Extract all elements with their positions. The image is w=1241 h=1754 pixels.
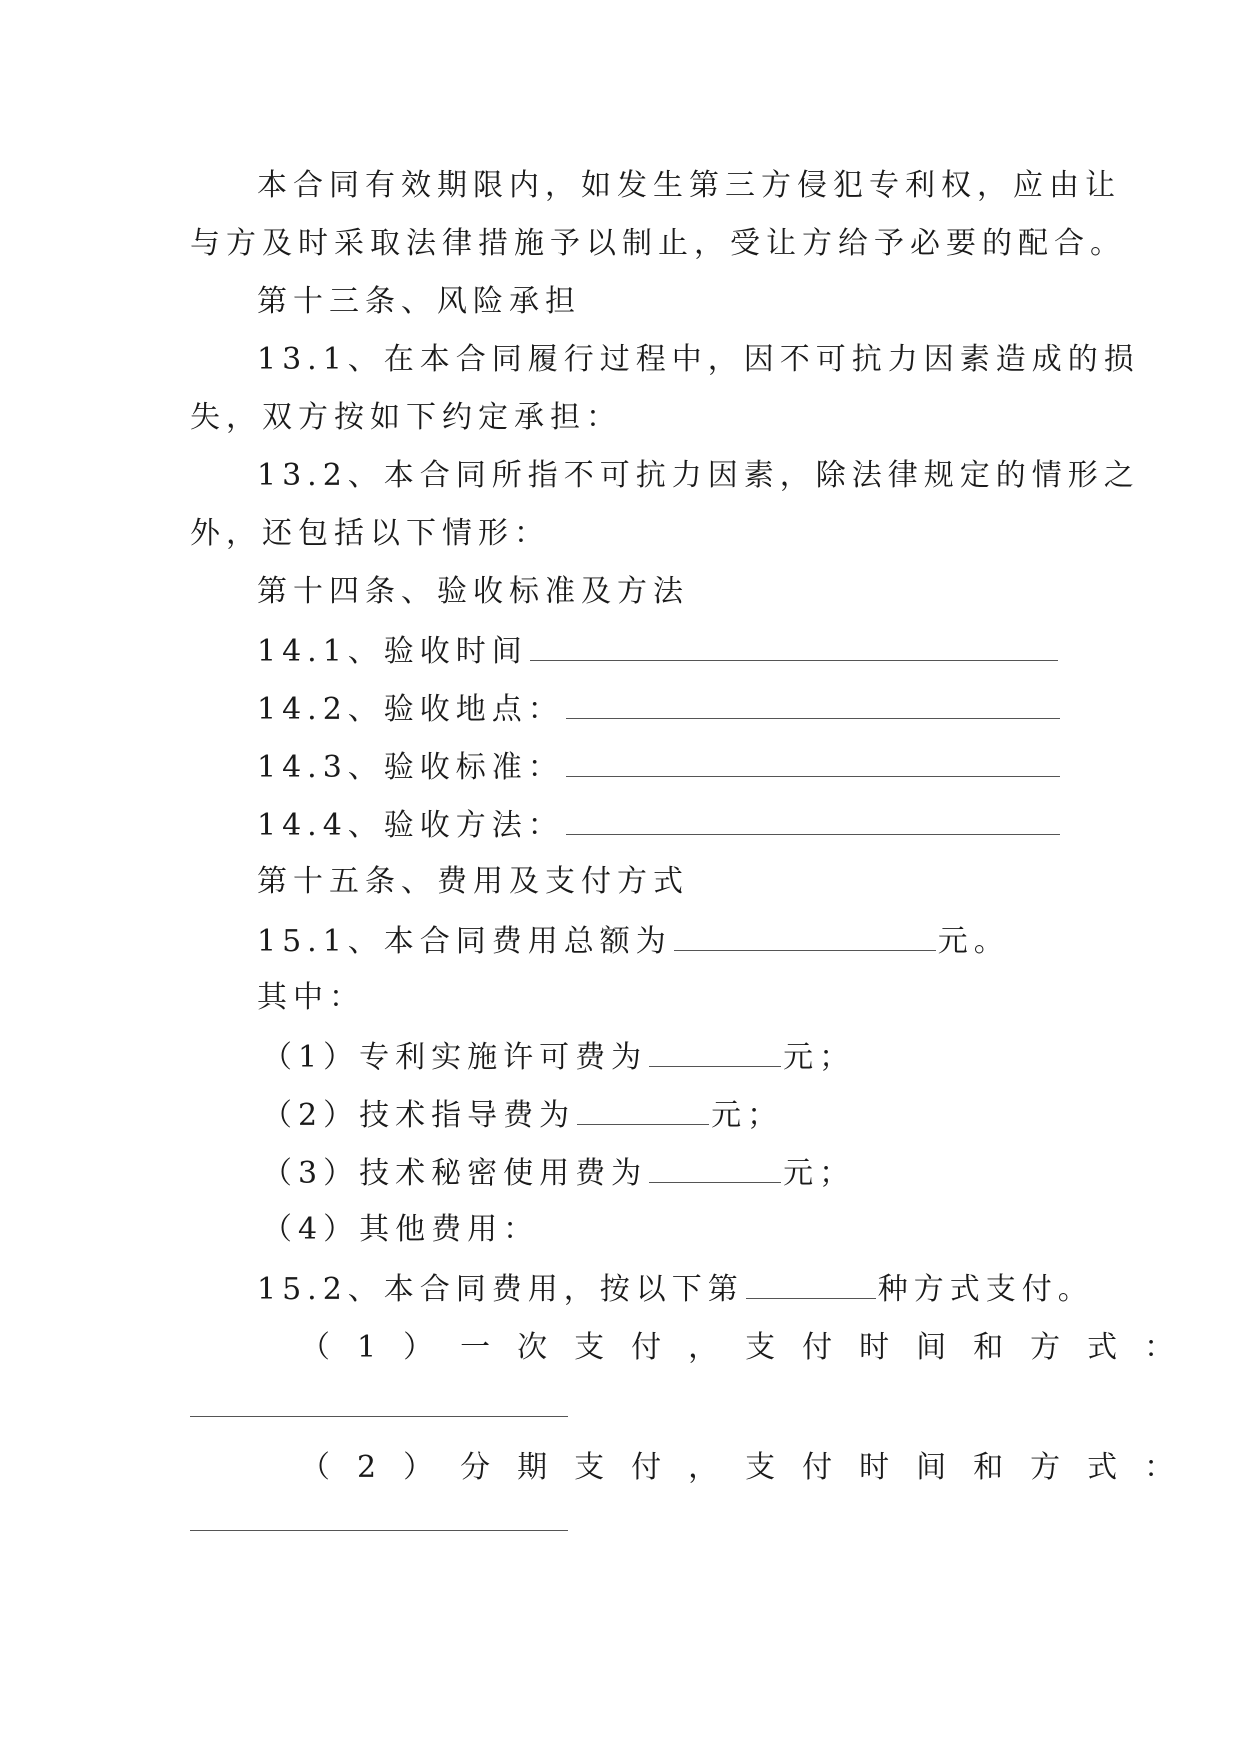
fill-blank	[190, 1416, 568, 1417]
fee-item-3-label: （3）技术秘密使用费为	[262, 1156, 648, 1191]
fee-item-3-unit: 元；	[783, 1156, 856, 1191]
clause-14-3	[257, 746, 1062, 788]
fee-item-1	[262, 1036, 855, 1078]
fill-blank	[674, 920, 936, 951]
clause-15-1-label: 15.1、本合同费用总额为	[257, 924, 672, 959]
clause-13-1-line1: 13.1、在本合同履行过程中，因不可抗力因素造成的损	[257, 342, 1140, 377]
fee-item-2-label: （2）技术指导费为	[262, 1098, 576, 1133]
fee-item-2	[262, 1094, 783, 1136]
clause-14-4-label: 14.4、验收方法：	[257, 808, 564, 843]
clause-14-1-label: 14.1、验收时间	[257, 634, 528, 669]
clause-13-1-line2: 失，双方按如下约定承担：	[190, 400, 622, 435]
clause-15-2	[257, 1268, 1094, 1310]
clause-15-1	[257, 920, 1010, 962]
clause-14-3-label: 14.3、验收标准：	[257, 750, 564, 785]
clause-14-4	[257, 804, 1062, 846]
fee-item-1-unit: 元；	[783, 1040, 856, 1075]
fee-item-1-label: （1）专利实施许可费为	[262, 1040, 648, 1075]
clause-15-1-unit: 元。	[937, 924, 1010, 959]
payment-option-1: （1）一次支付，支付时间和方式：	[300, 1330, 1202, 1365]
fee-item-3	[262, 1152, 855, 1194]
fill-blank	[746, 1268, 876, 1299]
payment-option-2: （2）分期支付，支付时间和方式：	[300, 1450, 1202, 1485]
clause-14-1	[257, 630, 1060, 672]
fill-blank	[566, 746, 1060, 777]
fill-blank	[566, 804, 1060, 835]
clause-13-2-line1: 13.2、本合同所指不可抗力因素，除法律规定的情形之	[257, 458, 1140, 493]
clause-15-2-label: 15.2、本合同费用，按以下第	[257, 1272, 744, 1307]
paragraph-line: 与方及时采取法律措施予以制止，受让方给予必要的配合。	[190, 226, 1126, 261]
fill-blank	[190, 1530, 568, 1531]
clause-14-2-label: 14.2、验收地点：	[257, 692, 564, 727]
fill-blank	[530, 630, 1058, 661]
clause-15-2-suffix: 种方式支付。	[877, 1272, 1094, 1307]
clause-14-2	[257, 688, 1062, 730]
paragraph-line: 本合同有效期限内，如发生第三方侵犯专利权，应由让	[257, 168, 1121, 203]
fill-blank	[649, 1152, 781, 1183]
fill-blank	[649, 1036, 781, 1067]
clause-13-2-line2: 外，还包括以下情形：	[190, 516, 550, 551]
article-13-title: 第十三条、风险承担	[257, 284, 581, 319]
fee-item-2-unit: 元；	[711, 1098, 784, 1133]
fill-blank	[566, 688, 1060, 719]
fee-item-4: （4）其他费用：	[262, 1212, 540, 1247]
among-label: 其中：	[257, 980, 365, 1015]
article-15-title: 第十五条、费用及支付方式	[257, 864, 689, 899]
article-14-title: 第十四条、验收标准及方法	[257, 574, 689, 609]
fill-blank	[577, 1094, 709, 1125]
